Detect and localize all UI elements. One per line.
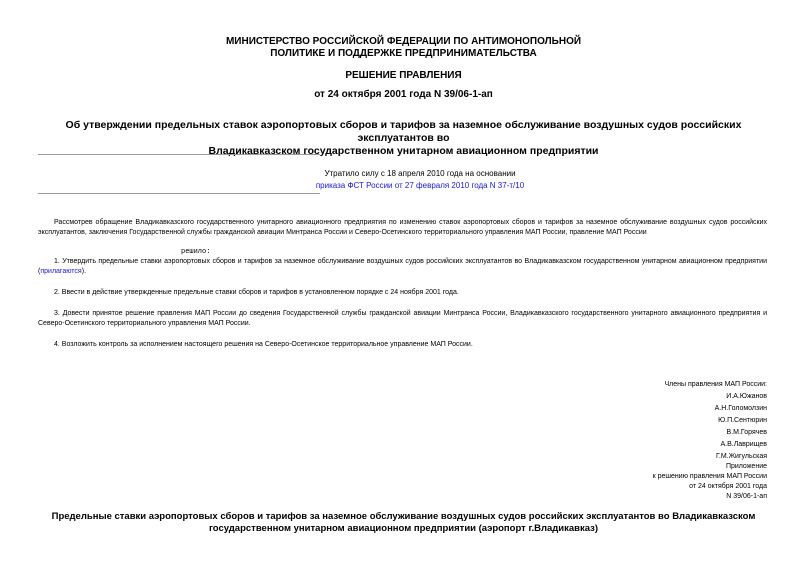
signer-name: И.А.Южанов — [726, 393, 767, 400]
doc-date: от 24 октября 2001 года N 39/06-1-ап — [314, 89, 493, 100]
divider-top — [38, 154, 320, 155]
divider-bottom — [38, 193, 320, 194]
preamble-paragraph: Рассмотрев обращение Владикавказского государственного унитарного авиационного предприятия по изменению ставок аэропортовых сборов и тарифов за наземное обслуживание воздушных судов российских эксплуатантов, заключения Государственной службы гражданской авиации Минтранса России и Северо-Осетинского территориального управления МАП России, правление МАП России — [38, 219, 767, 236]
decided-word: решило: — [181, 248, 211, 256]
board-members-heading: Члены правления МАП России: — [664, 381, 767, 388]
signer-name: В.М.Горячев — [726, 429, 767, 436]
ministry-line-1: МИНИСТЕРСТВО РОССИЙСКОЙ ФЕДЕРАЦИИ ПО АНТИМОНОПОЛЬНОЙ — [225, 36, 582, 47]
ministry-header — [0, 36, 807, 60]
page-title — [60, 119, 747, 158]
signer-name: А.В.Лаврищев — [720, 441, 767, 448]
ministry-line-2: ПОЛИТИКЕ И ПОДДЕРЖКЕ ПРЕДПРИНИМАТЕЛЬСТВА — [270, 48, 537, 59]
appendix-title — [40, 511, 767, 535]
appendix-title-line-2: государственном унитарном авиационном предприятии (аэропорт г.Владикавказ) — [208, 523, 599, 534]
title-line-1: Об утверждении предельных ставок аэропортовых сборов и тарифов за наземное обслуживание воздушных судов российских эксплуатантов во — [65, 119, 742, 144]
board-members — [507, 379, 767, 463]
item-1-paragraph — [38, 257, 767, 277]
revocation-note — [270, 168, 570, 192]
item-2-paragraph: 2. Ввести в действие утвержденные предельные ставки сборов и тарифов в установленном порядке с 24 ноября 2001 года. — [54, 289, 459, 296]
signer-name: Ю.П.Сентюрин — [718, 417, 767, 424]
appendix-line-3: от 24 октября 2001 года — [689, 483, 767, 490]
item-4-paragraph: 4. Возложить контроль за исполнением настоящего решения на Северо-Осетинское территориальное управление МАП России. — [54, 341, 473, 348]
item-1-text: 1. Утвердить предельные ставки аэропортовых сборов и тарифов за наземное обслуживание воздушных судов российских эксплуатантов во Владикавказском государственном унитарном авиационном предприятии ( — [38, 258, 767, 275]
signer-name: А.Н.Голомолзин — [714, 405, 767, 412]
signer-name: Г.М.Жигульская — [715, 453, 767, 460]
appendix-line-2: к решению правления МАП России — [652, 473, 767, 480]
appendix-title-line-1: Предельные ставки аэропортовых сборов и тарифов за наземное обслуживание воздушных судов российских эксплуатантов во Владикавказском — [51, 511, 756, 522]
revocation-text: Утратило силу с 18 апреля 2010 года на основании — [324, 169, 516, 178]
appendix-reference — [507, 462, 767, 502]
revocation-link[interactable]: приказа ФСТ России от 27 февраля 2010 года N 37-т/10 — [315, 181, 525, 190]
appendix-line-4: N 39/06-1-ап — [726, 493, 767, 500]
attachment-link[interactable]: прилагаются — [40, 268, 82, 275]
item-3-paragraph: 3. Довести принятое решение правления МАП России до сведения Государственной службы гражданской авиации Минтранса России, Владикавказского государственного унитарного авиационного предприятия и Северо-Осетинского территориального управления МАП России. — [38, 310, 767, 327]
item-1-end: ). — [81, 268, 87, 275]
title-line-2: Владикавказском государственном унитарном авиационном предприятии — [208, 145, 599, 157]
appendix-line-1: Приложение — [725, 463, 767, 470]
doc-type: РЕШЕНИЕ ПРАВЛЕНИЯ — [345, 70, 462, 81]
